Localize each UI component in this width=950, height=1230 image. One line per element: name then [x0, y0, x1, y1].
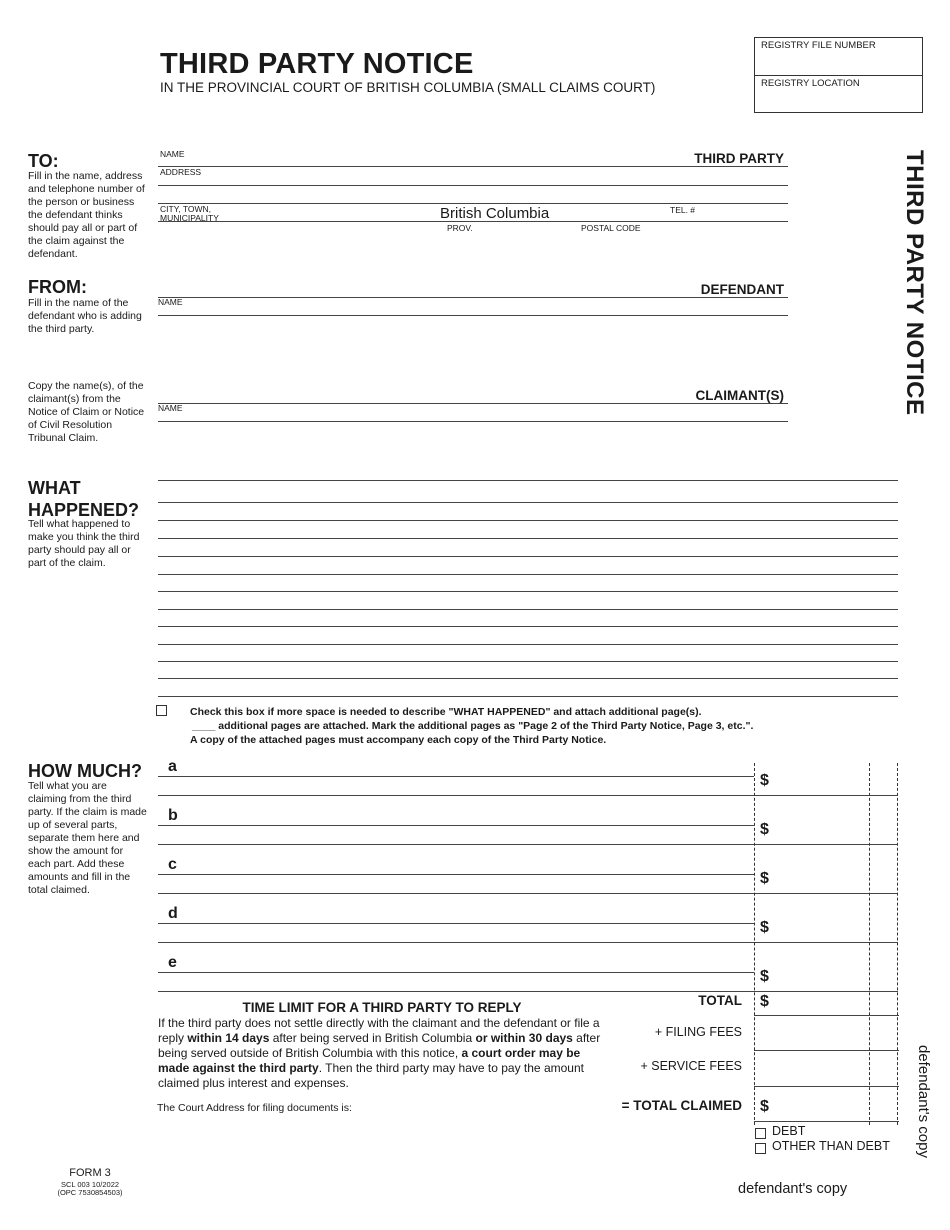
third-party-city-label: CITY, TOWN, MUNICIPALITY [160, 204, 219, 223]
claimant-name-line[interactable] [158, 403, 788, 404]
what-happened-line[interactable] [158, 502, 898, 503]
registry-file-number-field[interactable] [755, 38, 922, 75]
defendant-name-line[interactable] [158, 297, 788, 298]
registry-box [754, 37, 923, 113]
other-than-debt-label: OTHER THAN DEBT [772, 1139, 890, 1153]
claimant-name-label: NAME [158, 403, 183, 413]
what-happened-line[interactable] [158, 609, 898, 610]
to-instructions: Fill in the name, address and telephone number of the person or business the defendant thinks should pay all or part of the claim against the defendant. [28, 170, 145, 260]
claim-part-description-line[interactable] [158, 923, 754, 924]
claim-part-description-line[interactable] [158, 874, 754, 875]
from-instructions: Fill in the name of the defendant who is adding the third party. [28, 297, 142, 335]
debt-checkbox[interactable] [755, 1128, 766, 1139]
time-limit-body [158, 1016, 610, 1091]
footer-copy-label: defendant's copy [738, 1181, 848, 1197]
time-limit-text-1: If the third party does not settle directly with the claimant and the defendant or file a reply [158, 1016, 600, 1045]
more-space-checkbox[interactable] [156, 705, 167, 716]
prov-label: PROV. [447, 223, 473, 233]
third-party-city-line[interactable] [158, 221, 788, 222]
filing-fees-label: + FILING FEES [654, 1025, 742, 1039]
third-party-address-line-2[interactable] [158, 203, 788, 204]
how-much-instructions: Tell what you are claiming from the third party. If the claim is made up of several parts, separate them here and show the amount for each part. Add these amounts and fill in the total claimed. [28, 780, 147, 896]
claim-part-row-line[interactable] [158, 893, 898, 894]
claim-part-letter: c [168, 856, 177, 873]
tel-label: TEL. # [670, 205, 696, 215]
total-claimed-amount-line[interactable] [754, 1121, 899, 1122]
claim-part-description-line[interactable] [158, 972, 754, 973]
what-happened-line[interactable] [158, 644, 898, 645]
claim-part-letter: d [168, 905, 178, 922]
to-heading: TO: [28, 151, 59, 171]
claim-part-row-line[interactable] [158, 795, 898, 796]
claim-part-letter: b [168, 807, 178, 824]
time-limit-title: TIME LIMIT FOR A THIRD PARTY TO REPLY [242, 1000, 522, 1015]
claim-part-letter: e [168, 954, 177, 971]
claim-part-row-line[interactable] [158, 942, 898, 943]
claim-part-currency: $ [760, 821, 769, 838]
court-address-label: The Court Address for filing documents is: [157, 1102, 352, 1114]
claim-part-description-line[interactable] [158, 825, 754, 826]
total-label: TOTAL [698, 993, 742, 1008]
defendant-role-label: DEFENDANT [700, 282, 784, 297]
amount-column-divider [754, 763, 755, 1125]
registry-file-number-label: REGISTRY FILE NUMBER [761, 40, 876, 51]
total-currency: $ [760, 993, 769, 1010]
cents-column-divider [869, 763, 870, 1125]
claim-part-currency: $ [760, 919, 769, 936]
registry-location-field[interactable] [755, 75, 922, 112]
registry-location-label: REGISTRY LOCATION [761, 78, 860, 89]
claim-part-description-line[interactable] [158, 776, 754, 777]
service-fees-label: + SERVICE FEES [640, 1059, 742, 1073]
what-happened-line[interactable] [158, 520, 898, 521]
more-space-note-line2: ____ additional pages are attached. Mark the additional pages as "Page 2 of the Third Party Notice, Page 3, etc.". [192, 720, 754, 732]
third-party-address-line[interactable] [158, 185, 788, 186]
what-happened-line[interactable] [158, 626, 898, 627]
third-party-name-label: NAME [160, 149, 185, 159]
side-title: THIRD PARTY NOTICE [901, 150, 928, 416]
more-space-note [190, 705, 810, 747]
defendant-name-line-2[interactable] [158, 315, 788, 316]
time-limit-text-2: after being served in British Columbia [269, 1031, 476, 1045]
what-happened-line[interactable] [158, 696, 898, 697]
time-limit-text-3: after being served outside of British Columbia with this notice, [158, 1031, 601, 1060]
defendant-name-label: NAME [158, 297, 183, 307]
third-party-role-label: THIRD PARTY [694, 151, 784, 166]
how-much-heading: HOW MUCH? [28, 761, 142, 781]
form-opc: (OPC 7530854503) [57, 1188, 123, 1197]
claim-part-currency: $ [760, 870, 769, 887]
claimants-instructions: Copy the name(s), of the claimant(s) from the Notice of Claim or Notice of Civil Resolution Tribunal Claim. [28, 380, 145, 444]
time-limit-bold-2: or within 30 days [475, 1031, 573, 1045]
claimant-name-line-2[interactable] [158, 421, 788, 422]
third-party-name-line[interactable] [158, 166, 788, 167]
time-limit-text-4: . Then the third party may have to pay the amount claimed plus interest and expenses. [158, 1061, 584, 1090]
claim-part-currency: $ [760, 968, 769, 985]
what-happened-line[interactable] [158, 538, 898, 539]
claim-part-row-line[interactable] [158, 844, 898, 845]
province-value: British Columbia [440, 205, 550, 222]
claimants-role-label: CLAIMANT(S) [695, 388, 784, 403]
form-title: THIRD PARTY NOTICE [160, 48, 474, 80]
more-space-note-line3: A copy of the attached pages must accompany each copy of the Third Party Notice. [190, 734, 607, 746]
side-copy-label: defendant's copy [915, 1045, 932, 1158]
debt-label: DEBT [772, 1124, 806, 1138]
total-claimed-currency: $ [760, 1098, 769, 1115]
what-happened-line[interactable] [158, 661, 898, 662]
postal-code-label: POSTAL CODE [581, 223, 641, 233]
filing-fees-amount-line[interactable] [754, 1050, 899, 1051]
service-fees-amount-line[interactable] [754, 1086, 899, 1087]
what-happened-line[interactable] [158, 591, 898, 592]
what-happened-heading-line1: WHAT [28, 478, 81, 498]
more-space-note-line1: Check this box if more space is needed to describe "WHAT HAPPENED" and attach additional page(s). [190, 706, 702, 718]
what-happened-instructions: Tell what happened to make you think the third party should pay all or part of the claim. [28, 518, 140, 569]
form-subtitle: IN THE PROVINCIAL COURT OF BRITISH COLUMBIA (SMALL CLAIMS COURT) [160, 80, 656, 95]
other-than-debt-checkbox[interactable] [755, 1143, 766, 1154]
what-happened-line[interactable] [158, 480, 898, 481]
time-limit-bold-3: a court order may be made against the third party [158, 1046, 581, 1075]
third-party-address-label: ADDRESS [160, 167, 202, 177]
total-claimed-label: = TOTAL CLAIMED [621, 1098, 742, 1113]
amount-column-edge [897, 763, 898, 1125]
total-amount-line[interactable] [754, 1015, 899, 1016]
what-happened-heading [28, 477, 139, 521]
what-happened-line[interactable] [158, 574, 898, 575]
claim-part-letter: a [168, 758, 177, 775]
time-limit-bold-1: within 14 days [187, 1031, 270, 1045]
form-number: FORM 3 [69, 1167, 111, 1179]
what-happened-heading-line2: HAPPENED? [28, 500, 140, 520]
claim-part-row-line[interactable] [158, 991, 898, 992]
from-heading: FROM: [28, 277, 87, 297]
what-happened-line[interactable] [158, 678, 898, 679]
what-happened-line[interactable] [158, 556, 898, 557]
form-code: SCL 003 10/2022 [60, 1180, 120, 1189]
claim-part-currency: $ [760, 772, 769, 789]
